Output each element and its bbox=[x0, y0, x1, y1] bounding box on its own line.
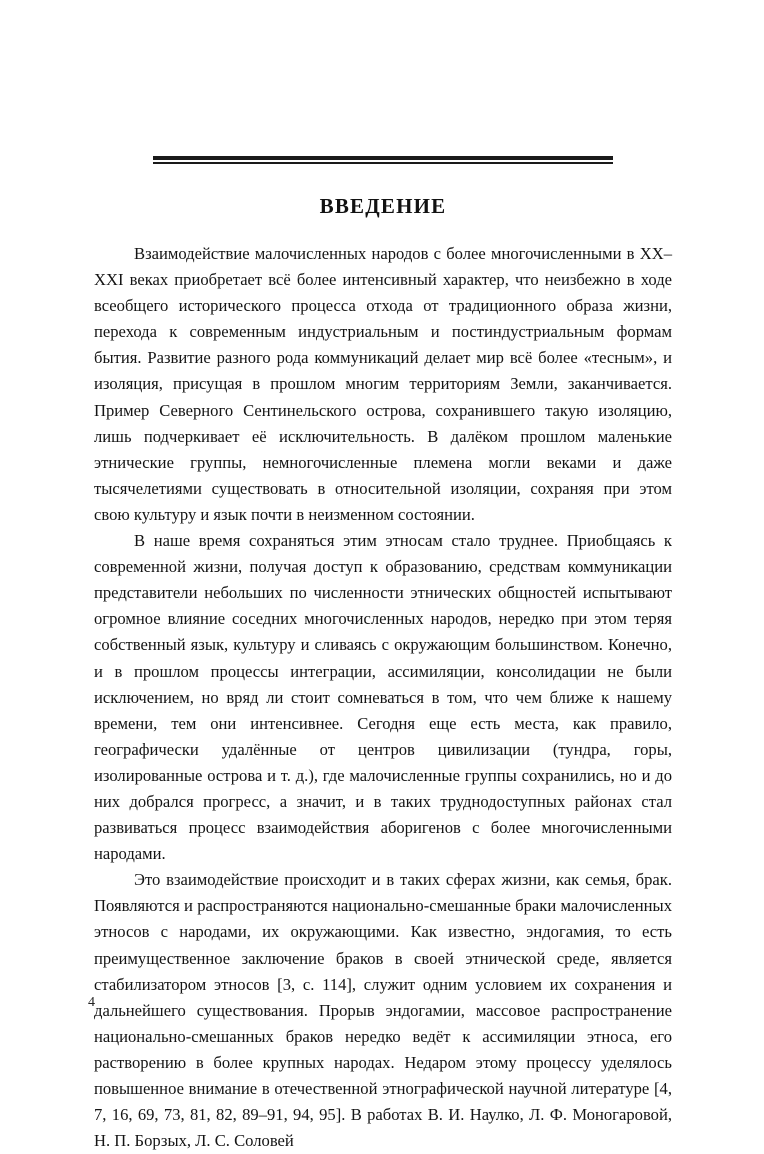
body-paragraph: Взаимодействие малочисленных народов с более многочисленными в XX–XXI веках приобретает всё более интенсивный характер, что неизбежно в ходе всеобщего исторического процесса отхода от традиционного образа жизни, перехода к современным индустриальным и постиндустриальным формам бытия. Развитие разного рода коммуникаций делает мир всё более «тесным», и изоляция, присущая в прошлом многим территориям Земли, заканчивается. Пример Северного Сентинельского острова, сохранившего такую изоляцию, лишь подчеркивает её исключительность. В далёком прошлом маленькие этнические группы, немногочисленные племена могли веками и даже тысячелетиями существовать в относительной изоляции, сохраняя при этом свою культуру и язык почти в неизменном состоянии. bbox=[94, 244, 672, 524]
body-paragraph: В наше время сохраняться этим этносам стало труднее. Приобщаясь к современной жизни, получая доступ к образованию, средствам коммуникации представители небольших по численности этнических общностей испытывают огромное влияние соседних многочисленных народов, нередко при этом теряя собственный язык, культуру и сливаясь с окружающим большинством. Конечно, и в прошлом процессы интеграции, ассимиляции, консолидации не были исключением, но вряд ли стоит сомневаться в том, что чем ближе к нашему времени, тем они интенсивнее. Сегодня еще есть места, как правило, географически удалённые от центров цивилизации (тундра, горы, изолированные острова и т. д.), где малочисленные группы сохранились, но и до них добрался прогресс, а значит, и в таких труднодоступных районах стал развиваться процесс взаимодействия аборигенов с более многочисленными народами. bbox=[94, 531, 672, 864]
page-number: 4 bbox=[88, 995, 95, 1010]
title-divider bbox=[153, 150, 613, 164]
divider-thin-line bbox=[153, 162, 613, 164]
page-title: ВВЕДЕНИЕ bbox=[319, 194, 447, 218]
body-paragraph: Это взаимодействие происходит и в таких сферах жизни, как семья, брак. Появляются и распространяются национально-смешанные браки малочисленных этносов с народами, их окружающими. Как известно, эндогамия, то есть преимущественное заключение браков в своей этнической среде, является стабилизатором этносов [3, с. 114], служит одним условием их сохранения и дальнейшего существования. Прорыв эндогамии, массовое распространение национально-смешанных браков нередко ведёт к ассимиляции этноса, его растворению в более крупных народах. Недаром этому процессу уделялось повышенное внимание в отечественной этнографической научной литературе [4, 7, 16, 69, 73, 81, 82, 89–91, 94, 95]. В работах В. И. Наулко, Л. Ф. Моногаровой, Н. П. Борзых, Л. С. Соловей bbox=[94, 870, 672, 1151]
page-content bbox=[94, 150, 672, 1154]
